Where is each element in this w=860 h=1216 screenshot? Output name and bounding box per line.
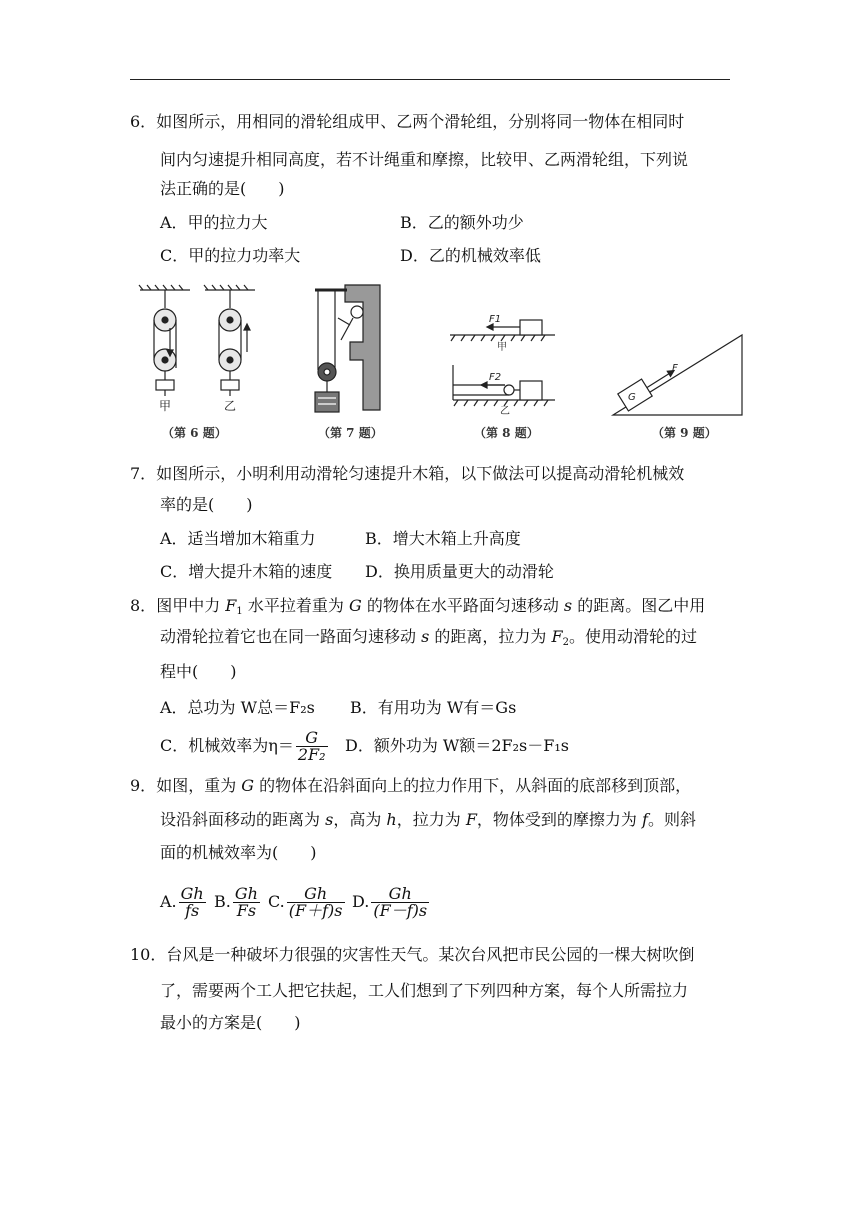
- option-d: D．换用质量更大的动滑轮: [365, 562, 554, 581]
- option-d: D．额外功为 W额＝2F₂s－F₁s: [345, 736, 569, 755]
- figure-7-movable-pulley: [315, 285, 380, 412]
- option-b: B．乙的额外功少: [400, 213, 524, 232]
- option-text: A.: [160, 892, 177, 911]
- question-9: 9．如图，重为 G 的物体在沿斜面向上的拉力作用下，从斜面的底部移到顶部，: [130, 776, 692, 795]
- option-b: [214, 882, 262, 922]
- fraction: [179, 886, 206, 919]
- option-a: [160, 882, 208, 922]
- question-text: 如图所示，用相同的滑轮组成甲、乙两个滑轮组，分别将同一物体在相同时: [156, 112, 685, 131]
- question-text: 法正确的是( ): [160, 179, 285, 198]
- denominator: (F＋f)s: [288, 901, 343, 920]
- question-text: 图甲中力: [156, 596, 226, 615]
- question-text: 率的是( ): [160, 495, 253, 514]
- question-text: 如图所示，小明利用动滑轮匀速提升木箱，以下做法可以提高动滑轮机械效: [156, 464, 685, 483]
- question-number: 7．: [130, 464, 157, 483]
- option-c: [268, 882, 347, 922]
- question-7: [130, 464, 684, 484]
- numerator: Gh: [371, 886, 429, 903]
- question-number: 9．: [130, 776, 157, 795]
- question-text: 程中( ): [160, 662, 237, 681]
- numerator: Gh: [287, 886, 345, 903]
- question-number: 10．: [130, 945, 167, 964]
- question-text: 最小的方案是( ): [160, 1013, 301, 1032]
- option-c: C．甲的拉力功率大: [160, 246, 301, 265]
- question-text: ，物体受到的摩擦力为: [476, 810, 643, 829]
- question-number: 8．: [130, 596, 157, 615]
- question-text: 。则斜: [647, 810, 696, 829]
- question-text: 设沿斜面移动的距离为: [160, 810, 326, 829]
- question-text: 动滑轮拉着它也在同一路面匀速移动: [160, 627, 422, 646]
- question-text: 台风是一种破坏力很强的灾害性天气。某次台风把市民公园的一棵大树吹倒: [166, 945, 695, 964]
- fig8-label-jia: 甲: [497, 342, 507, 353]
- question-text: 的物体在沿斜面向上的拉力作用下，从斜面的底部移到顶部，: [254, 776, 692, 795]
- question-9-line2: 设沿斜面移动的距离为 s，高为 h，拉力为 F，物体受到的摩擦力为 f。则斜: [160, 810, 696, 829]
- option-text: C.: [268, 892, 285, 911]
- fraction: [233, 886, 260, 919]
- fig9-label-g: G: [628, 392, 636, 403]
- numerator: Gh: [180, 884, 204, 903]
- option-b: B．有用功为 W有＝Gs: [350, 698, 517, 717]
- option-text: D.: [352, 892, 370, 911]
- question-number: 6．: [130, 112, 157, 131]
- fig6-label-jia: 甲: [159, 399, 172, 413]
- question-8-line2: 动滑轮拉着它也在同一路面匀速移动 s 的距离，拉力为 $F_2$。使用动滑轮的过: [160, 627, 697, 648]
- fraction: [287, 886, 345, 919]
- denominator: Fs: [236, 901, 257, 920]
- fig9-caption: （第 9 题）: [652, 426, 717, 440]
- question-text: 面的机械效率为( ): [160, 843, 317, 862]
- question-text: 的距离。图乙中用: [572, 596, 706, 615]
- figure-9-incline: [613, 335, 742, 415]
- option-c: [160, 726, 330, 766]
- question-text: 的距离，拉力为: [429, 627, 552, 646]
- figure-8-horizontal: [450, 320, 555, 406]
- fig6-caption: （第 6 题）: [162, 426, 227, 440]
- fig6-label-yi: 乙: [224, 399, 237, 413]
- fig8-caption: （第 8 题）: [474, 426, 539, 440]
- option-a: A．甲的拉力大: [160, 213, 268, 232]
- option-text: B.: [214, 892, 231, 911]
- question-8: 8．图甲中力 $F_1$ 水平拉着重为 G 的物体在水平路面匀速移动 s 的距离。图乙中用: [130, 596, 706, 617]
- question-text: 水平拉着重为: [242, 596, 349, 615]
- denominator: 2F₂: [297, 745, 326, 764]
- fig8-label-yi: 乙: [500, 406, 510, 417]
- numerator: Gh: [234, 884, 258, 903]
- header-rule: [130, 79, 730, 80]
- denominator: (F－f)s: [373, 901, 428, 920]
- numerator: G: [296, 730, 328, 747]
- fig9-label-f: F: [672, 363, 678, 374]
- question-10: [130, 945, 694, 965]
- option-d: [352, 882, 431, 922]
- fig8-label-f1: F1: [489, 314, 502, 325]
- question-text: ，拉力为: [396, 810, 466, 829]
- fig7-caption: （第 7 题）: [318, 426, 383, 440]
- denominator: fs: [185, 901, 200, 920]
- question-text: 。使用动滑轮的过: [568, 627, 697, 646]
- fraction: [296, 730, 328, 763]
- option-text: C．机械效率为η＝: [160, 736, 294, 755]
- question-text: 间内匀速提升相同高度，若不计绳重和摩擦，比较甲、乙两滑轮组，下列说: [160, 150, 689, 169]
- fig8-label-f2: F2: [489, 372, 502, 383]
- question-text: 如图，重为: [156, 776, 242, 795]
- question-6: [130, 112, 684, 132]
- question-text: ，高为: [333, 810, 387, 829]
- figure-6-pulleys: [139, 285, 255, 396]
- option-b: B．增大木箱上升高度: [365, 529, 521, 548]
- fraction: [371, 886, 429, 919]
- figures-row: [135, 280, 755, 420]
- question-text: 了，需要两个工人把它扶起，工人们想到了下列四种方案，每个人所需拉力: [160, 981, 689, 1000]
- option-d: D．乙的机械效率低: [400, 246, 541, 265]
- option-a: A．适当增加木箱重力: [160, 529, 316, 548]
- question-text: 的物体在水平路面匀速移动: [361, 596, 564, 615]
- option-c: C．增大提升木箱的速度: [160, 562, 333, 581]
- option-a: A．总功为 W总＝F₂s: [160, 698, 315, 717]
